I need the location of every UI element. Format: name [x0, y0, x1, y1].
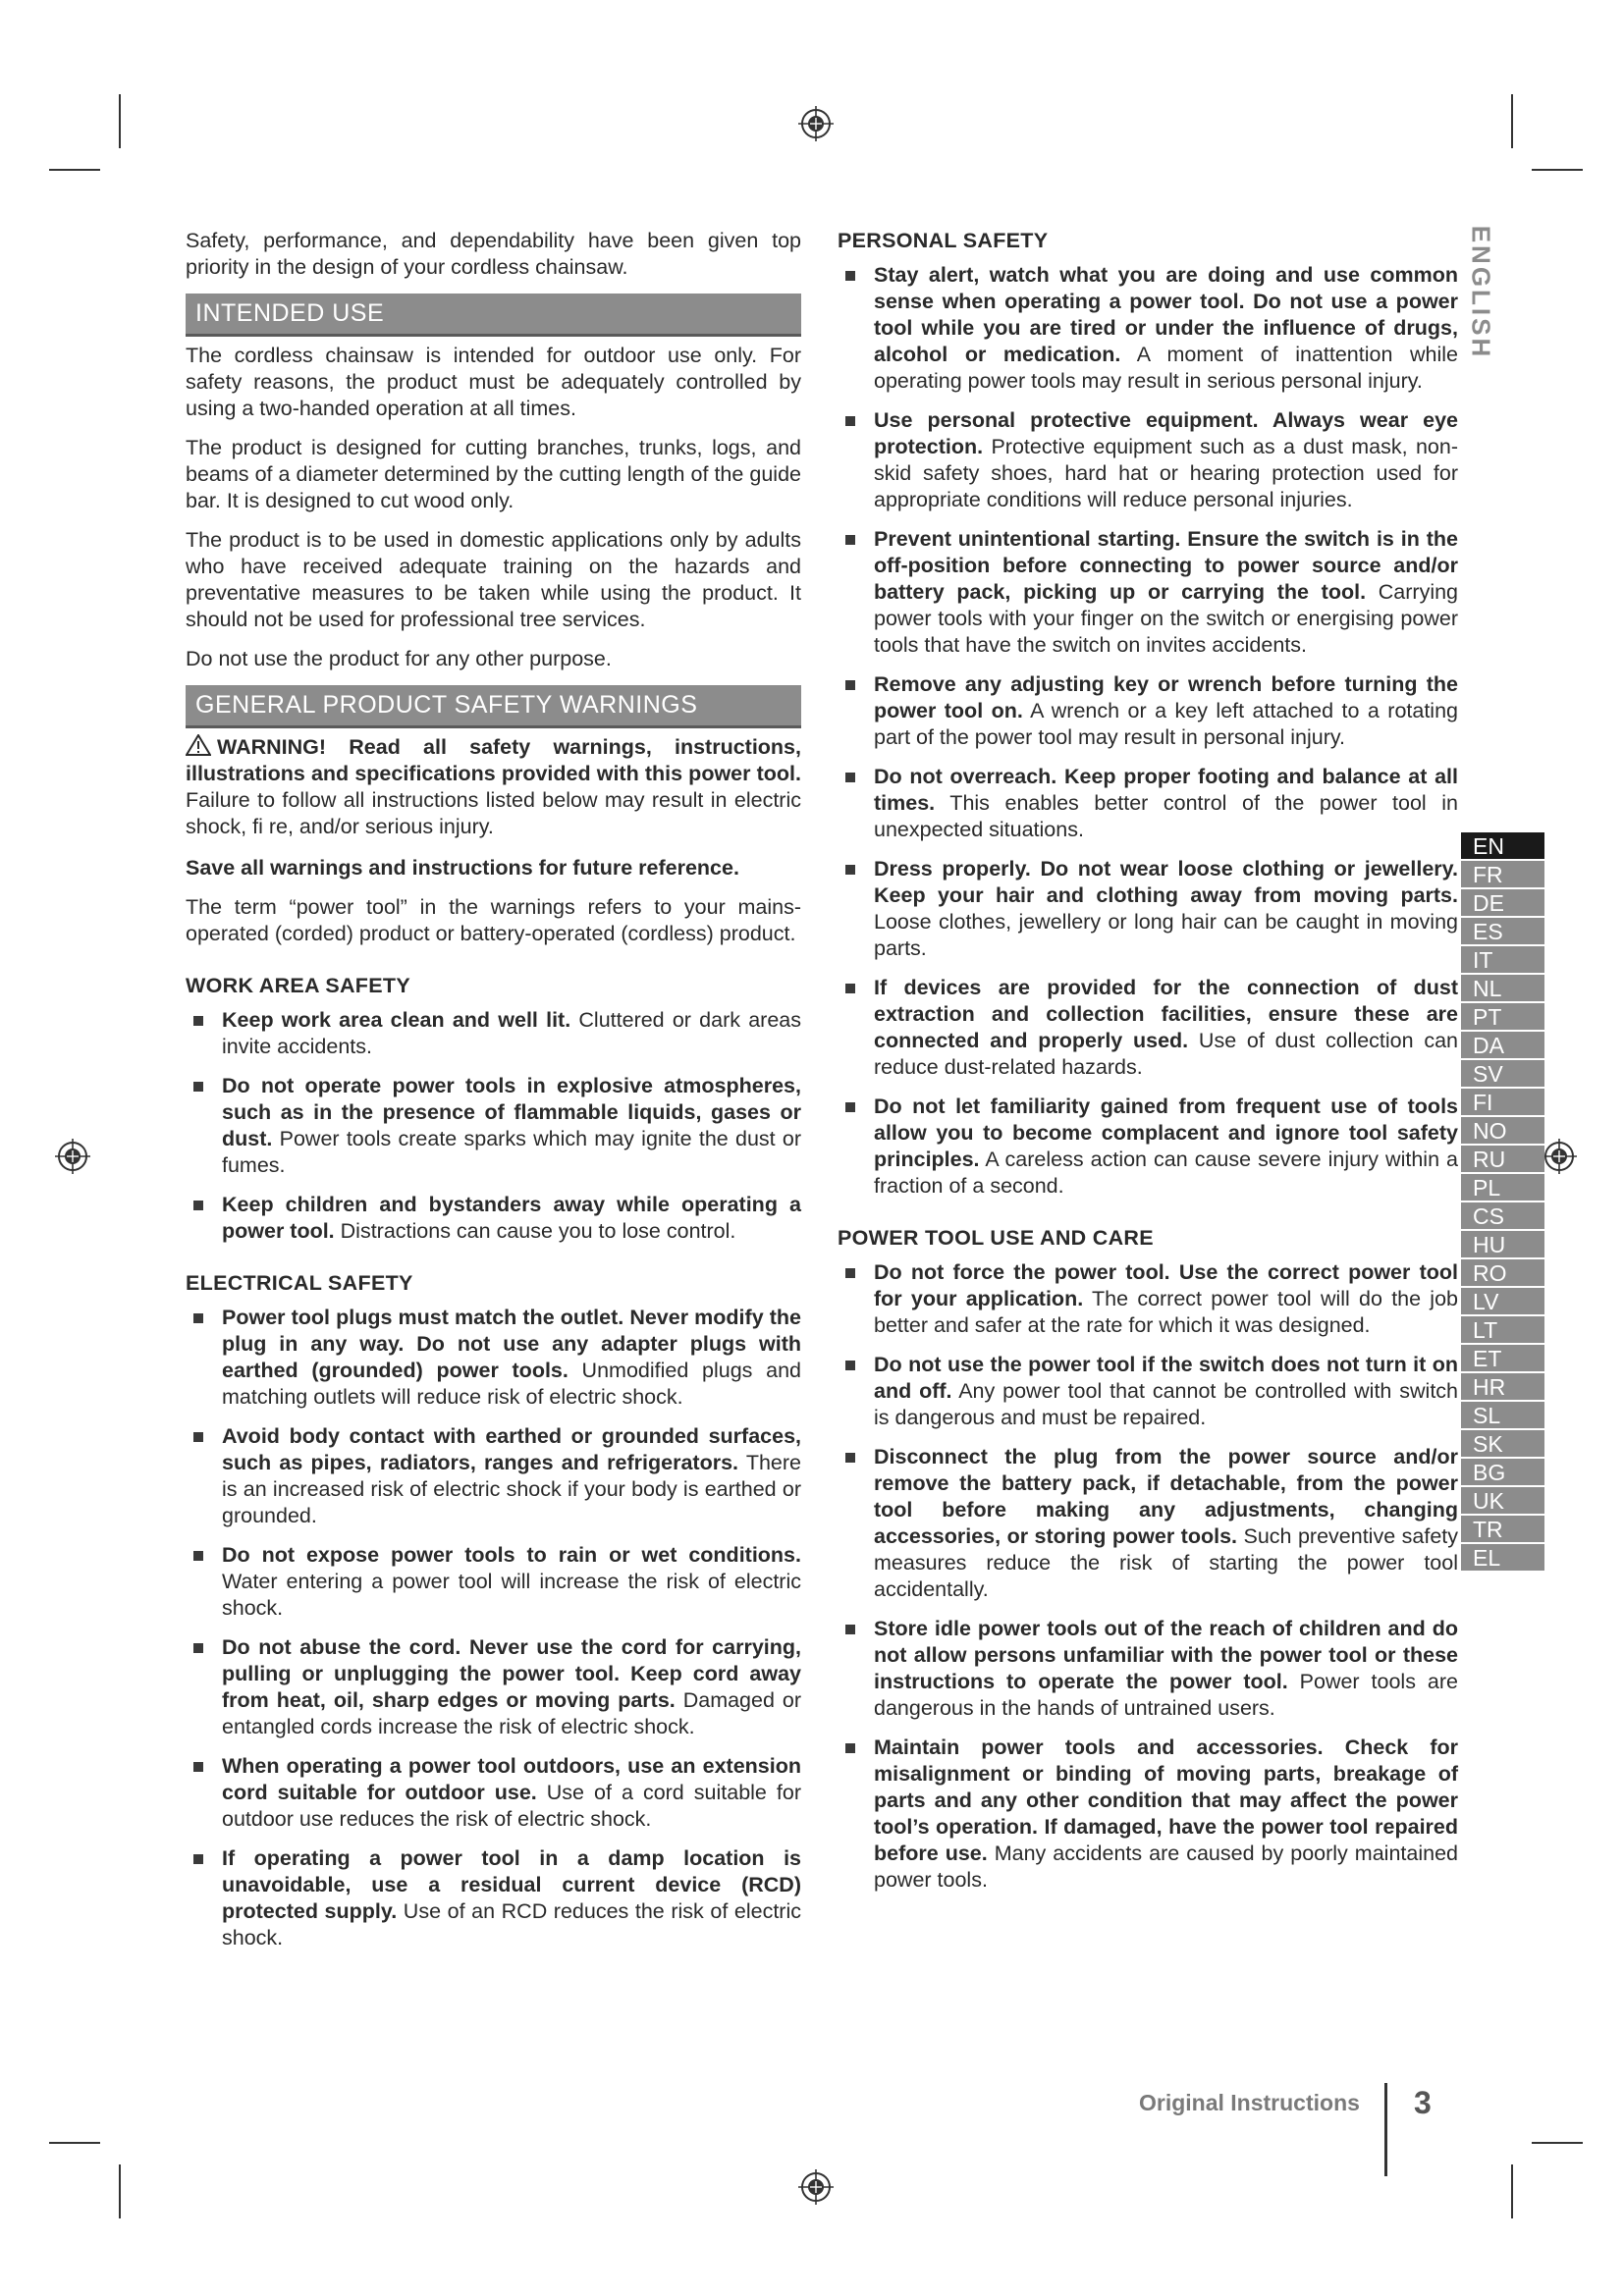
bullet-icon: [845, 865, 855, 875]
language-tab-es[interactable]: ES: [1461, 918, 1544, 946]
bullet-icon: [845, 535, 855, 545]
list-item: Dress properly. Do not wear loose clothing or jewellery. Keep your hair and clothing away from moving parts. Loose clothes, jewellery or long hair can be caught in moving parts.: [838, 856, 1458, 962]
language-tab-fr[interactable]: FR: [1461, 861, 1544, 889]
warning-statement: [186, 734, 801, 840]
crop-mark: [1532, 2142, 1583, 2144]
bullet-icon: [845, 1453, 855, 1463]
paragraph: The product is designed for cutting branches, trunks, logs, and beams of a diameter determined by the cutting length of the guide bar. It is designed to cut wood only.: [186, 436, 801, 512]
paragraph: The product is to be used in domestic applications only by adults who have received adequate training on the hazards and preventative measures to be taken while using the product. It should not be used for professional tree services.: [186, 528, 801, 631]
list-item: Maintain power tools and accessories. Check for misalignment or binding of moving parts, breakage of parts and any other condition that may affect the power tool’s operation. If damaged, have the power tool repaired before use. Many accidents are caused by poorly maintained power tools.: [838, 1735, 1458, 1894]
registration-mark-icon: [796, 104, 836, 143]
list-item: Do not expose power tools to rain or wet conditions. Water entering a power tool will increase the risk of electric shock.: [186, 1542, 801, 1622]
language-tab-sv[interactable]: SV: [1461, 1060, 1544, 1089]
subheading-work-area: WORK AREA SAFETY: [186, 974, 410, 997]
language-tab-cs[interactable]: CS: [1461, 1202, 1544, 1231]
crop-mark: [1511, 94, 1513, 148]
language-tab-de[interactable]: DE: [1461, 889, 1544, 918]
bullet-icon: [193, 1762, 203, 1772]
list-item: If operating a power tool in a damp location is unavoidable, use a residual current device (RCD) protected supply. Use of an RCD reduces the risk of electric shock.: [186, 1845, 801, 1951]
list-item: Do not operate power tools in explosive atmospheres, such as in the presence of flammable liquids, gases or dust. Power tools create sparks which may ignite the dust or fumes.: [186, 1073, 801, 1179]
language-side-label: ENGLISH: [1466, 225, 1496, 360]
subheading-electrical: ELECTRICAL SAFETY: [186, 1271, 413, 1295]
crop-mark: [119, 2164, 121, 2218]
section-heading-general-warnings: GENERAL PRODUCT SAFETY WARNINGS: [186, 685, 801, 728]
list-item: Prevent unintentional starting. Ensure the switch is in the off-position before connecting to power source and/or battery pack, picking up or carrying the tool. Carrying power tools with your finger on the switch or energising power tools that have the switch on invites accidents.: [838, 526, 1458, 659]
list-item: Disconnect the plug from the power source and/or remove the battery pack, if detachable, from the power tool before making any adjustments, changing accessories, or storing power tools. Such preventive safety measures reduce the risk of starting the power tool accidentally.: [838, 1444, 1458, 1603]
bullet-icon: [845, 271, 855, 281]
language-tab-nl[interactable]: NL: [1461, 975, 1544, 1003]
language-tab-bg[interactable]: BG: [1461, 1459, 1544, 1487]
list-item: Keep work area clean and well lit. Cluttered or dark areas invite accidents.: [186, 1007, 801, 1060]
save-instructions: Save all warnings and instructions for future reference.: [186, 856, 739, 880]
list-item: Avoid body contact with earthed or grounded surfaces, such as pipes, radiators, ranges and refrigerators. There is an increased risk of electric shock if your body is earthed or grounded.: [186, 1423, 801, 1529]
list-item: Power tool plugs must match the outlet. Never modify the plug in any way. Do not use any adapter plugs with earthed (grounded) power tools. Unmodified plugs and matching outlets will reduce risk of electric shock.: [186, 1305, 801, 1411]
paragraph: Do not use the product for any other purpose.: [186, 647, 612, 670]
right-column: [838, 228, 1458, 1906]
bullet-icon: [193, 1082, 203, 1092]
personal-list: [838, 262, 1458, 1200]
language-tab-el[interactable]: EL: [1461, 1544, 1544, 1573]
footer-label: Original Instructions: [1139, 2090, 1360, 2115]
bullet-icon: [845, 416, 855, 426]
registration-mark-icon: [796, 2167, 836, 2207]
page-number: 3: [1414, 2085, 1432, 2120]
warning-text: Failure to follow all instructions listed below may result in electric shock, fi re, and/or serious injury.: [186, 788, 801, 838]
subheading-personal: PERSONAL SAFETY: [838, 229, 1049, 252]
list-item: Do not use the power tool if the switch does not turn it on and off. Any power tool that cannot be controlled with switch is dangerous and must be repaired.: [838, 1352, 1458, 1431]
bullet-icon: [845, 680, 855, 690]
bullet-icon: [193, 1643, 203, 1653]
warning-triangle-icon: [186, 734, 211, 756]
bullet-icon: [845, 1102, 855, 1112]
warning-bold-text: WARNING! Read all safety warnings, instructions, illustrations and specifications provided with this power tool.: [186, 735, 801, 785]
language-tab-pl[interactable]: PL: [1461, 1174, 1544, 1202]
language-tabs: [1461, 832, 1544, 1573]
language-tab-pt[interactable]: PT: [1461, 1003, 1544, 1032]
list-item: Store idle power tools out of the reach of children and do not allow persons unfamiliar with the power tool or these instructions to operate the power tool. Power tools are dangerous in the hands of untrained users.: [838, 1616, 1458, 1722]
term-definition: The term “power tool” in the warnings refers to your mains-operated (corded) product or battery-operated (cordless) product.: [186, 895, 801, 945]
list-item: Keep children and bystanders away while operating a power tool. Distractions can cause you to lose control.: [186, 1192, 801, 1245]
subheading-power-tool: POWER TOOL USE AND CARE: [838, 1226, 1154, 1250]
list-item: If devices are provided for the connection of dust extraction and collection facilities, ensure these are connected and properly used. Use of dust collection can reduce dust-related hazards.: [838, 975, 1458, 1081]
paragraph: The cordless chainsaw is intended for outdoor use only. For safety reasons, the product must be adequately controlled by using a two-handed operation at all times.: [186, 344, 801, 420]
list-item: When operating a power tool outdoors, use an extension cord suitable for outdoor use. Use of a cord suitable for outdoor use reduces the risk of electric shock.: [186, 1753, 801, 1833]
bullet-icon: [193, 1551, 203, 1561]
intro-paragraph: Safety, performance, and dependability have been given top priority in the design of your cordless chainsaw.: [186, 229, 801, 279]
language-tab-tr[interactable]: TR: [1461, 1516, 1544, 1544]
bullet-icon: [193, 1432, 203, 1442]
bullet-icon: [193, 1201, 203, 1210]
crop-mark: [119, 94, 121, 148]
bullet-icon: [845, 1268, 855, 1278]
registration-mark-icon: [1540, 1137, 1579, 1176]
crop-mark: [49, 2142, 100, 2144]
language-tab-it[interactable]: IT: [1461, 946, 1544, 975]
bullet-icon: [845, 773, 855, 782]
list-item: Do not abuse the cord. Never use the cord for carrying, pulling or unplugging the power tool. Keep cord away from heat, oil, sharp edges or moving parts. Damaged or entangled cords increase the risk of electric shock.: [186, 1634, 801, 1740]
language-tab-lv[interactable]: LV: [1461, 1288, 1544, 1316]
crop-mark: [1511, 2164, 1513, 2218]
list-item: Use personal protective equipment. Always wear eye protection. Protective equipment such as a dust mask, non-skid safety shoes, hard hat or hearing protection used for appropriate conditions will reduce personal injuries.: [838, 407, 1458, 513]
section-heading-intended-use: INTENDED USE: [186, 294, 801, 337]
list-item: Stay alert, watch what you are doing and use common sense when operating a power tool. Do not use a power tool while you are tired or under the influence of drugs, alcohol or medication. A moment of inattention while operating power tools may result in serious personal injury.: [838, 262, 1458, 395]
list-item: Do not overreach. Keep proper footing and balance at all times. This enables better control of the power tool in unexpected situations.: [838, 764, 1458, 843]
power-tool-list: [838, 1259, 1458, 1894]
language-tab-da[interactable]: DA: [1461, 1032, 1544, 1060]
bullet-icon: [845, 1625, 855, 1634]
language-tab-et[interactable]: ET: [1461, 1345, 1544, 1373]
language-tab-hr[interactable]: HR: [1461, 1373, 1544, 1402]
work-area-list: [186, 1007, 801, 1245]
language-tab-fi[interactable]: FI: [1461, 1089, 1544, 1117]
bullet-icon: [193, 1313, 203, 1323]
language-tab-hu[interactable]: HU: [1461, 1231, 1544, 1259]
language-tab-no[interactable]: NO: [1461, 1117, 1544, 1146]
left-column: [186, 228, 801, 1964]
language-tab-sk[interactable]: SK: [1461, 1430, 1544, 1459]
bullet-icon: [193, 1854, 203, 1864]
bullet-icon: [845, 984, 855, 993]
language-tab-uk[interactable]: UK: [1461, 1487, 1544, 1516]
bullet-icon: [193, 1016, 203, 1026]
language-tab-ru[interactable]: RU: [1461, 1146, 1544, 1174]
language-tab-sl[interactable]: SL: [1461, 1402, 1544, 1430]
language-tab-ro[interactable]: RO: [1461, 1259, 1544, 1288]
list-item: Remove any adjusting key or wrench before turning the power tool on. A wrench or a key left attached to a rotating part of the power tool may result in personal injury.: [838, 671, 1458, 751]
footer-divider: [1384, 2083, 1387, 2176]
list-item: Do not let familiarity gained from frequent use of tools allow you to become complacent and ignore tool safety principles. A careless action can cause severe injury within a fraction of a second.: [838, 1094, 1458, 1200]
crop-mark: [49, 169, 100, 171]
registration-mark-icon: [53, 1137, 92, 1176]
bullet-icon: [845, 1361, 855, 1370]
language-tab-lt[interactable]: LT: [1461, 1316, 1544, 1345]
list-item: Do not force the power tool. Use the correct power tool for your application. The correct power tool will do the job better and safer at the rate for which it was designed.: [838, 1259, 1458, 1339]
electrical-list: [186, 1305, 801, 1951]
bullet-icon: [845, 1743, 855, 1753]
language-tab-en[interactable]: EN: [1461, 832, 1544, 861]
crop-mark: [1532, 169, 1583, 171]
